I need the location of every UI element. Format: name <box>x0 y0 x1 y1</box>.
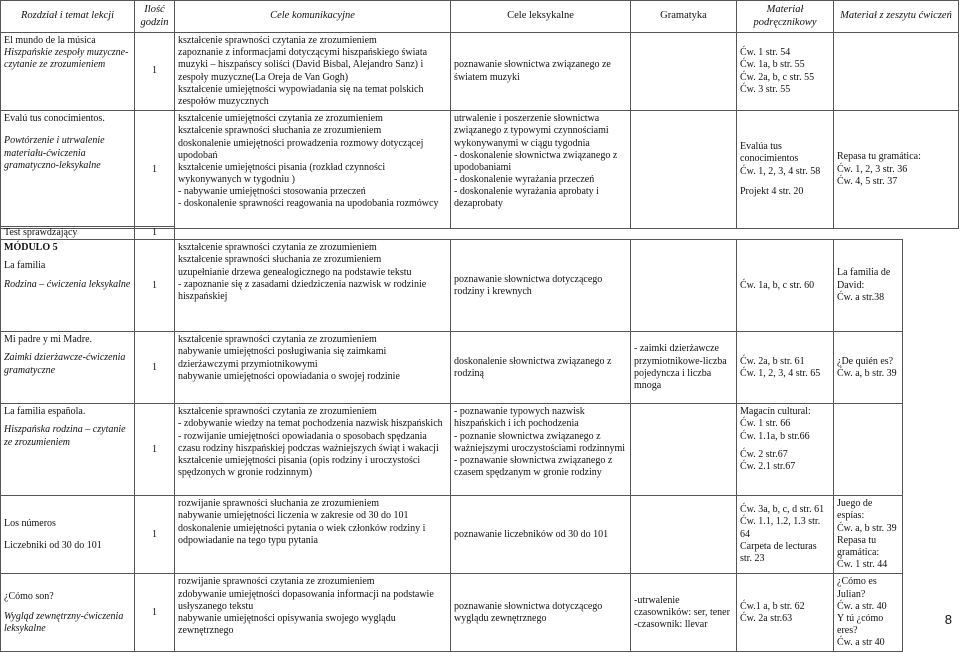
test-row <box>1 227 903 240</box>
header-comm: Cele komunikacyjne <box>175 1 451 33</box>
r7-lex: poznawanie słownictwa dotyczącego wyglądu zewnętrznego <box>451 574 631 652</box>
header-gram: Gramatyka <box>631 1 737 33</box>
r3-topic: MÓDULO 5 La familia Rodzina – ćwiczenia leksykalne <box>1 240 135 332</box>
r5-gram <box>631 404 737 496</box>
test-hours: 1 <box>135 227 175 240</box>
syllabus-table-module5 <box>0 226 903 652</box>
r6-topic: Los números Liczebniki od 30 do 101 <box>1 496 135 574</box>
row2-workbook: Repasa tu gramática: Ćw. 1, 2, 3 str. 36 Ćw. 4, 5 str. 37 <box>834 111 959 229</box>
row1-comm: kształcenie sprawności czytania ze zrozumieniem zapoznanie z informacjami dotyczącymi hiszpańskiego świata muzyki – hiszpańscy soliści (David Bisbal, Alejandro Sanz) i zespoły muzyczne(La Oreja de Van Gogh) kształcenie umiejętności wypowiadania się na temat polskich zespołów muzycznych <box>175 33 451 111</box>
r5-workbook <box>834 404 903 496</box>
r5-book: Magacín cultural: Ćw. 1 str. 66 Ćw. 1.1a, b str.66 Ćw. 2 str.67 Ćw. 2.1 str.67 <box>737 404 834 496</box>
table-row <box>1 33 959 111</box>
header-topic: Rozdział i temat lekcji <box>1 1 135 33</box>
test-label: Test sprawdzający <box>1 227 135 240</box>
row2-book: Evalúa tus conocimientos Ćw. 1, 2, 3, 4 str. 58 Projekt 4 str. 20 <box>737 111 834 229</box>
row1-hours: 1 <box>135 33 175 111</box>
table-row <box>1 240 903 332</box>
row1-book: Ćw. 1 str. 54 Ćw. 1a, b str. 55 Ćw. 2a, b, c str. 55 Ćw. 3 str. 55 <box>737 33 834 111</box>
row1-gram <box>631 33 737 111</box>
r5-comm: kształcenie sprawności czytania ze zrozumieniem - zdobywanie wiedzy na temat pochodzenia nazwisk hiszpańskich - rozwijanie umiejętności opowiadania o sposobach spędzania czasu rodziny hiszpańskiej podczas ważniejszych świąt i wakacji kształcenie umiejętności pisania (opis rodziny i uroczystości spędzonych w gronie rodzinnym) <box>175 404 451 496</box>
table-row <box>1 111 959 229</box>
r3-book: Ćw. 1a, b, c str. 60 <box>737 240 834 332</box>
r7-topic: ¿Cómo son? Wygląd zewnętrzny-ćwiczenia leksykalne <box>1 574 135 652</box>
r5-lex: - poznawanie typowych nazwisk hiszpańskich i ich pochodzenia - poznanie słownictwa związanego z ważniejszymi uroczystościami rodzinnymi - poznawanie słownictwa związanego z czasem spędzanym w gronie rodziny <box>451 404 631 496</box>
header-hours: Ilość godzin <box>135 1 175 33</box>
r4-workbook: ¿De quién es? Ćw. a, b str. 39 <box>834 332 903 404</box>
r7-hours: 1 <box>135 574 175 652</box>
r3-gram <box>631 240 737 332</box>
r5-hours: 1 <box>135 404 175 496</box>
r3-lex: poznawanie słownictwa dotyczącego rodziny i krewnych <box>451 240 631 332</box>
r6-book: Ćw. 3a, b, c, d str. 61 Ćw. 1.1, 1.2, 1.3 str. 64 Carpeta de lecturas str. 23 <box>737 496 834 574</box>
table-row <box>1 496 903 574</box>
table-row <box>1 404 903 496</box>
row2-lex: utrwalenie i poszerzenie słownictwa związanego z typowymi czynnościami wykonywanymi w ciągu tygodnia - doskonalenie słownictwa związanego z upodobaniami - doskonalenie wyrażania przeczeń - doskonalenie wyrażania aprobaty i dezaprobaty <box>451 111 631 229</box>
row2-topic: Evalú tus conocimientos. Powtórzenie i utrwalenie materiału-ćwiczenia gramatyczno-leksykalne <box>1 111 135 229</box>
r7-comm: rozwijanie sprawności czytania ze zrozumieniem zdobywanie umiejętności dopasowania informacji na podstawie usłyszanego tekstu nabywanie umiejętności opisywania swojego wyglądu zewnętrznego <box>175 574 451 652</box>
r4-topic: Mi padre y mi Madre. Zaimki dzierżawcze-ćwiczenia gramatyczne <box>1 332 135 404</box>
r4-hours: 1 <box>135 332 175 404</box>
r6-comm: rozwijanie sprawności słuchania ze zrozumieniem nabywanie umiejętności liczenia w zakresie od 30 do 101 doskonalenie umiejętności pytania o wiek członków rodziny i odpowiadanie na tego typu pytania <box>175 496 451 574</box>
r3-workbook: La familia de David: Ćw. a str.38 <box>834 240 903 332</box>
r6-gram <box>631 496 737 574</box>
r6-lex: poznawanie liczebników od 30 do 101 <box>451 496 631 574</box>
header-workbook: Materiał z zeszytu ćwiczeń <box>834 1 959 33</box>
r7-gram: -utrwalenie czasowników: ser, tener -czasownik: llevar <box>631 574 737 652</box>
r3-hours: 1 <box>135 240 175 332</box>
r4-book: Ćw. 2a, b str. 61 Ćw. 1, 2, 3, 4 str. 65 <box>737 332 834 404</box>
r4-lex: doskonalenie słownictwa związanego z rodziną <box>451 332 631 404</box>
header-book: Materiał podręcznikowy <box>737 1 834 33</box>
syllabus-table-top <box>0 0 959 229</box>
row2-hours: 1 <box>135 111 175 229</box>
row1-topic: El mundo de la música Hiszpańskie zespoły muzyczne-czytanie ze zrozumieniem <box>1 33 135 111</box>
r7-book: Ćw.1 a, b str. 62 Ćw. 2a str.63 <box>737 574 834 652</box>
r4-gram: - zaimki dzierżawcze przymiotnikowe-liczba pojedyncza i liczba mnoga <box>631 332 737 404</box>
r7-workbook: ¿Cómo es Julian? Ćw. a str. 40 Y tú ¿cómo eres? Ćw. a str 40 <box>834 574 903 652</box>
r6-workbook: Juego de espías: Ćw. a, b str. 39 Repasa tu gramática: Ćw. 1 str. 44 <box>834 496 903 574</box>
row2-comm: kształcenie umiejętności czytania ze zrozumieniem kształcenie sprawności słuchania ze zrozumieniem doskonalenie umiejętności prowadzenia rozmowy dotyczącej upodobań kształcenie umiejętności pisania (rozkład czynności wykonywanych w tygodniu ) - nabywanie umiejętności stosowania przeczeń - doskonalenie sprawności reagowania na upodobania rozmówcy <box>175 111 451 229</box>
header-lex: Cele leksykalne <box>451 1 631 33</box>
row2-gram <box>631 111 737 229</box>
r3-comm: kształcenie sprawności czytania ze zrozumieniem kształcenie sprawności słuchania ze zrozumieniem uzupełnianie drzewa genealogicznego na podstawie tekstu - zapoznanie się z zasadami dziedziczenia nazwisk w rodzinie hiszpańskiej <box>175 240 451 332</box>
r5-topic: La familia española. Hiszpańska rodzina – czytanie ze zrozumieniem <box>1 404 135 496</box>
row1-workbook <box>834 33 959 111</box>
page-number: 8 <box>944 612 952 627</box>
row1-lex: poznawanie słownictwa związanego ze światem muzyki <box>451 33 631 111</box>
table-row <box>1 574 903 652</box>
table-row <box>1 332 903 404</box>
r6-hours: 1 <box>135 496 175 574</box>
r4-comm: kształcenie sprawności czytania ze zrozumieniem nabywanie umiejętności posługiwania się zaimkami dzierżawczymi przymiotnikowymi nabywanie umiejętności opowiadania o swojej rodzinie <box>175 332 451 404</box>
module-title: MÓDULO 5 <box>4 242 58 254</box>
